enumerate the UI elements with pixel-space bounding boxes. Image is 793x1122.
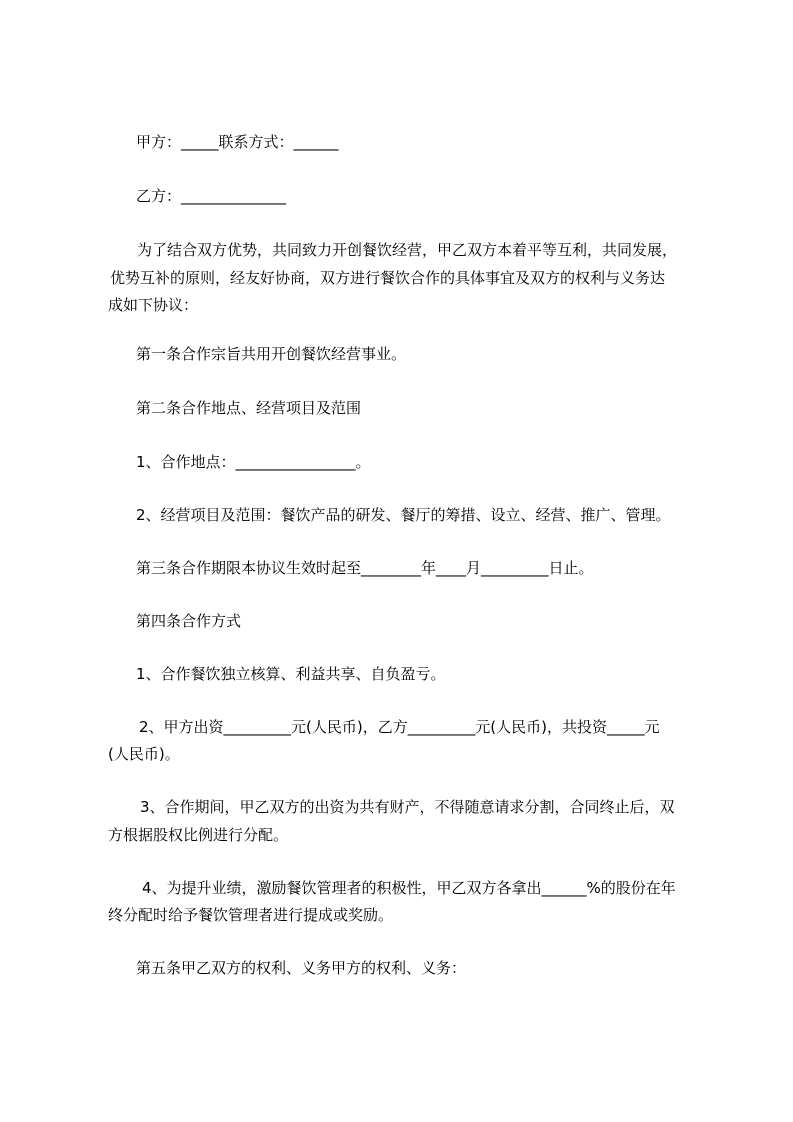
article-4-item-2-line-1: 2、甲方出资_________元(人民币)，乙方_________元(人民币)，共投资_____元 <box>139 718 660 736</box>
article-2-item-1: 1、合作地点：________________。 <box>136 453 371 471</box>
article-1: 第一条合作宗旨共用开创餐饮经营事业。 <box>136 345 407 363</box>
article-4-item-3-line-2: 方根据股权比例进行分配。 <box>108 826 289 844</box>
article-4-item-4-line-1: 4、为提升业绩，激励餐饮管理者的积极性，甲乙双方各拿出______%的股份在年 <box>142 879 676 897</box>
article-4-item-1: 1、合作餐饮独立核算、利益共享、自负盈亏。 <box>136 665 446 683</box>
preamble-line-2: 优势互补的原则，经友好协商，双方进行餐饮合作的具体事宜及双方的权利与义务达 <box>110 269 666 287</box>
article-2-heading: 第二条合作地点、经营项目及范围 <box>136 399 362 417</box>
article-2-item-2: 2、经营项目及范围：餐饮产品的研发、餐厅的筹措、设立、经营、推广、管理。 <box>136 506 671 524</box>
article-4-item-2-line-2: (人民币)。 <box>108 745 180 763</box>
article-4-item-4-line-2: 终分配时给予餐饮管理者进行提成或奖励。 <box>108 906 394 924</box>
article-4-heading: 第四条合作方式 <box>136 612 242 630</box>
preamble-line-1: 为了结合双方优势，共同致力开创餐饮经营，甲乙双方本着平等互利，共同发展， <box>137 241 678 259</box>
preamble-line-3: 成如下协议： <box>108 296 199 314</box>
party-b-line: 乙方：______________ <box>136 187 287 205</box>
article-5-heading: 第五条甲乙双方的权利、义务甲方的权利、义务： <box>136 959 467 977</box>
article-4-item-3-line-1: 3、合作期间，甲乙双方的出资为共有财产，不得随意请求分割，合同终止后，双 <box>140 798 675 816</box>
article-3: 第三条合作期限本协议生效时起至________年____月_________日止。 <box>136 559 594 577</box>
party-a-line: 甲方：_____联系方式：______ <box>136 133 339 151</box>
